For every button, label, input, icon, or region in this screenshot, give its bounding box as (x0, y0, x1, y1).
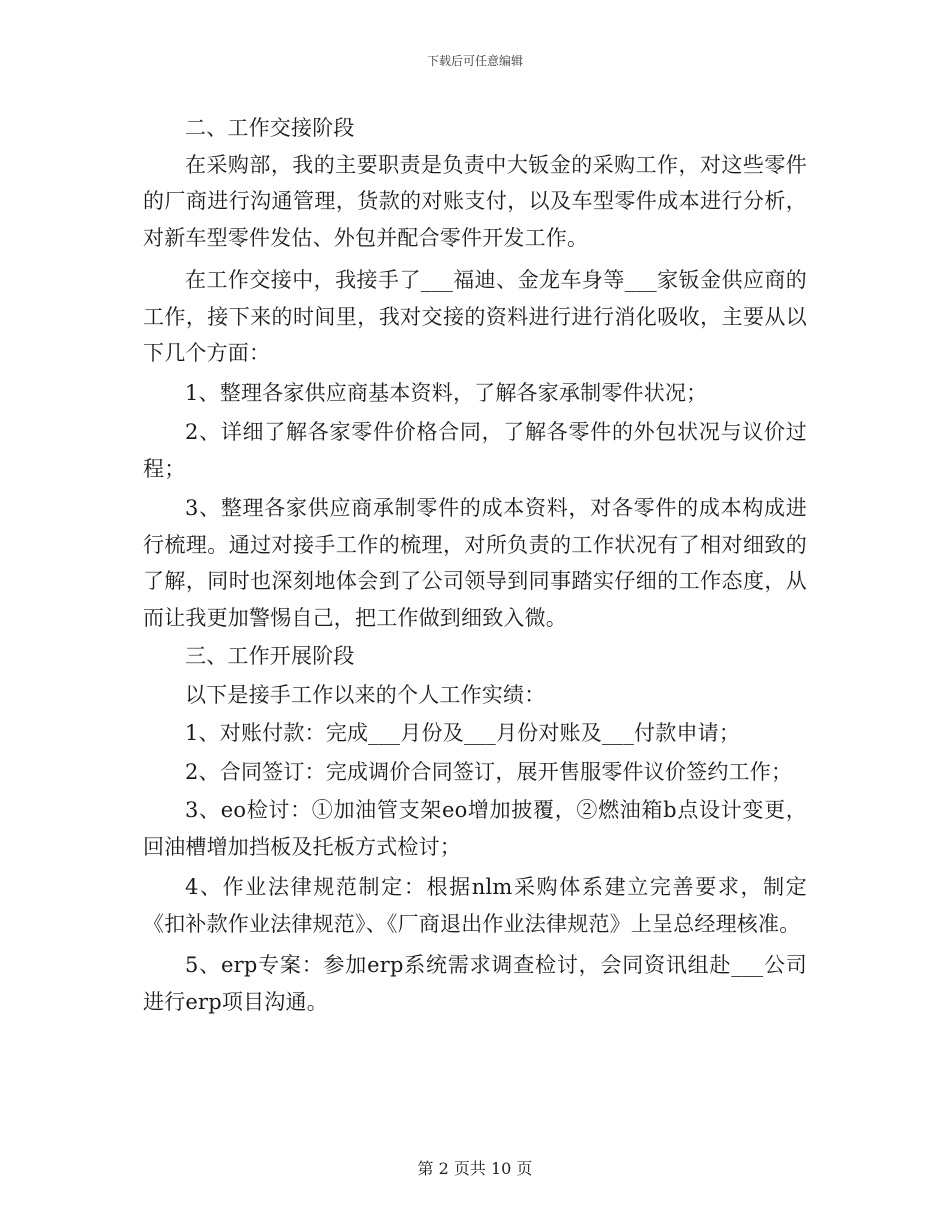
list-item-handover-1: 1、整理各家供应商基本资料，了解各家承制零件状况； (185, 380, 708, 405)
page-header: 下载后可任意编辑 (426, 54, 523, 68)
paragraph-handover-intro: 在工作交接中，我接手了___福迪、金龙车身等___家钣金供应商的工作，接下来的时间里，我对交接的资料进行进行消化吸收，主要从以下几个方面： (143, 268, 807, 365)
list-item-achievement-3: 3、eo检讨：①加油管支架eo增加披覆，②燃油箱b点设计变更，回油槽增加挡板及托板方式检讨； (143, 798, 807, 859)
document-body (143, 110, 807, 1020)
list-item-handover-2: 2、详细了解各家零件价格合同，了解各零件的外包状况与议价过程； (143, 420, 807, 481)
paragraph-achievements-intro: 以下是接手工作以来的个人工作实绩： (185, 682, 546, 707)
section-heading-handover: 二、工作交接阶段 (185, 116, 355, 140)
page-footer: 第 2 页共 10 页 (417, 1159, 533, 1178)
section-heading-progress: 三、工作开展阶段 (185, 644, 355, 668)
paragraph-duties: 在采购部，我的主要职责是负责中大钣金的采购工作，对这些零件的厂商进行沟通管理，货款的对账支付，以及车型零件成本进行分析，对新车型零件发估、外包并配合零件开发工作。 (143, 152, 807, 250)
list-item-achievement-1: 1、对账付款：完成___月份及___月份对账及___付款申请； (185, 721, 741, 745)
list-item-achievement-2: 2、合同签订：完成调价合同签订，展开售服零件议价签约工作； (185, 759, 793, 784)
list-item-handover-3: 3、整理各家供应商承制零件的成本资料，对各零件的成本构成进行梳理。通过对接手工作的梳理，对所负责的工作状况有了相对细致的了解，同时也深刻地体会到了公司领导到同事踏实仔细的工作态度，从而让我更加警惕自己，把工作做到细致入微。 (143, 496, 807, 630)
list-item-achievement-5: 5、erp专案：参加erp系统需求调查检讨，会同资讯组赴___公司进行erp项目沟通。 (143, 953, 807, 1014)
list-item-achievement-4: 4、作业法律规范制定：根据nlm采购体系建立完善要求，制定《扣补款作业法律规范》、《厂商退出作业法律规范》上呈总经理核准。 (143, 875, 807, 936)
